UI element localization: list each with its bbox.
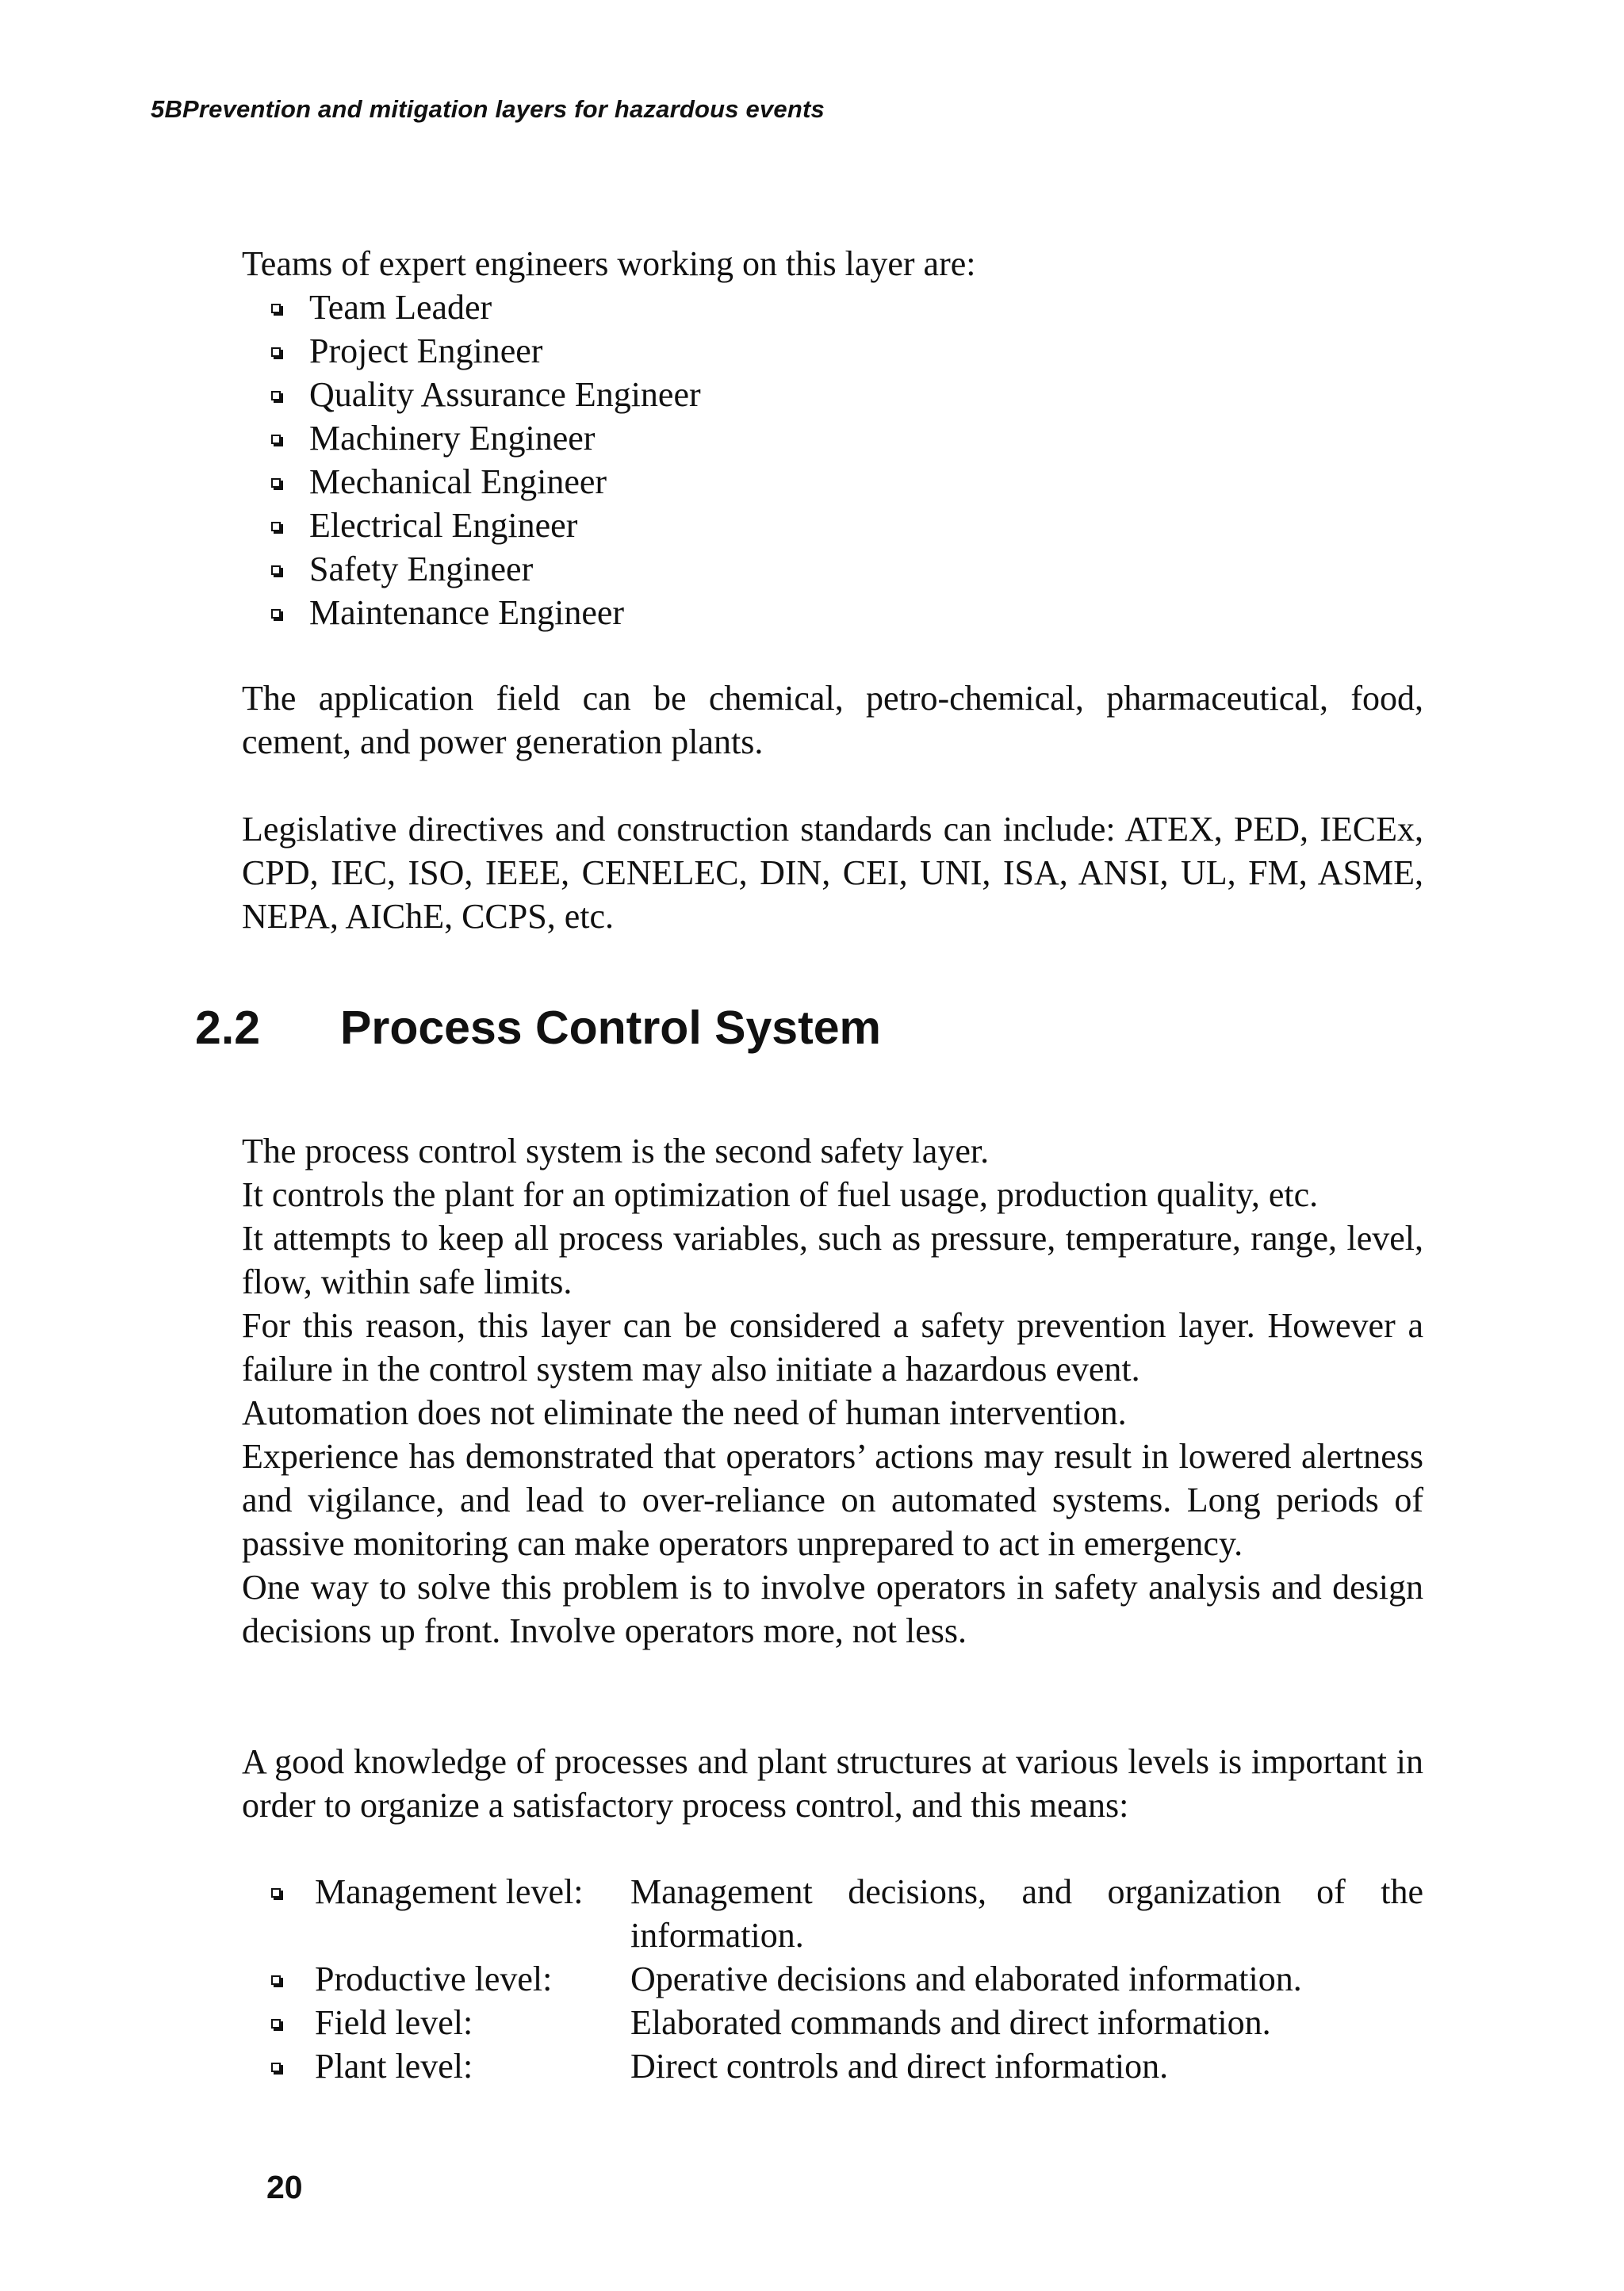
level-description: Elaborated commands and direct information.	[630, 2003, 1271, 2042]
list-item	[270, 416, 701, 460]
paragraph-line: It controls the plant for an optimization of fuel usage, production quality, etc.	[242, 1175, 1319, 1214]
list-item	[270, 373, 701, 416]
square-bullet-icon	[271, 565, 281, 575]
paragraph-line: The process control system is the second safety layer.	[242, 1132, 990, 1170]
level-description: Direct controls and direct information.	[630, 2047, 1169, 2086]
level-name: Productive level:	[315, 1960, 553, 1998]
square-bullet-icon	[271, 304, 281, 313]
process-control-paragraph	[242, 1129, 1423, 1653]
paragraph-line: Experience has demonstrated that operators’ actions may result in lowered alertness and vigilance, and lead to over-reliance on automated systems. Long periods of passive monitoring can make operators unprepared to act in emergency.	[242, 1437, 1423, 1563]
engineers-intro: Teams of expert engineers working on this layer are:	[242, 244, 976, 283]
level-description: Management decisions, and organization of the information.	[630, 1872, 1423, 1955]
square-bullet-icon	[271, 435, 281, 444]
square-bullet-icon	[271, 391, 281, 400]
square-bullet-icon	[271, 609, 281, 619]
paragraph-line: For this reason, this layer can be considered a safety prevention layer. However a failure in the control system may also initiate a hazardous event.	[242, 1306, 1423, 1389]
square-bullet-icon	[271, 347, 281, 357]
square-bullet-icon	[271, 478, 281, 488]
list-item	[270, 1870, 1423, 1957]
levels-list	[270, 1870, 1423, 2088]
paragraph-line: It attempts to keep all process variables, such as pressure, temperature, range, level, flow, within safe limits.	[242, 1219, 1423, 1301]
square-bullet-icon	[271, 1888, 281, 1898]
square-bullet-icon	[271, 522, 281, 531]
knowledge-paragraph: A good knowledge of processes and plant structures at various levels is important in order to organize a satisfactory process control, and this means:	[242, 1742, 1423, 1825]
level-name: Plant level:	[315, 2047, 473, 2086]
list-item-label: Mechanical Engineer	[309, 462, 607, 501]
list-item	[270, 1957, 1423, 2001]
legislative-paragraph: Legislative directives and construction standards can include: ATEX, PED, IECEx, CPD, IEC, ISO, IEEE, CENELEC, DIN, CEI, UNI, ISA, ANSI, UL, FM, ASME, NEPA, AIChE, CCPS, etc.	[242, 810, 1423, 936]
list-item-label: Maintenance Engineer	[309, 593, 625, 632]
list-item-label: Electrical Engineer	[309, 506, 578, 545]
section-title: Process Control System	[340, 1002, 882, 1054]
application-field-paragraph: The application field can be chemical, petro-chemical, pharmaceutical, food, cement, and power generation plants.	[242, 679, 1423, 761]
engineer-list	[270, 285, 701, 634]
level-name: Field level:	[315, 2003, 473, 2042]
list-item	[270, 285, 701, 329]
square-bullet-icon	[271, 2063, 281, 2072]
list-item	[270, 504, 701, 547]
level-description: Operative decisions and elaborated information.	[630, 1960, 1302, 1998]
paragraph-line: Automation does not eliminate the need of human intervention.	[242, 1393, 1127, 1432]
level-name: Management level:	[315, 1872, 584, 1911]
section-heading	[195, 1001, 881, 1055]
list-item-label: Quality Assurance Engineer	[309, 375, 701, 414]
list-item	[270, 2044, 1423, 2088]
list-item	[270, 329, 701, 373]
list-item-label: Safety Engineer	[309, 550, 534, 588]
running-header: 5BPrevention and mitigation layers for hazardous events	[151, 95, 825, 123]
square-bullet-icon	[271, 2019, 281, 2029]
list-item	[270, 2001, 1423, 2044]
list-item	[270, 591, 701, 634]
list-item	[270, 547, 701, 591]
list-item-label: Machinery Engineer	[309, 419, 596, 458]
list-item-label: Team Leader	[309, 288, 492, 327]
paragraph-line: One way to solve this problem is to involve operators in safety analysis and design decisions up front. Involve operators more, not less.	[242, 1568, 1423, 1650]
list-item-label: Project Engineer	[309, 331, 543, 370]
list-item	[270, 460, 701, 504]
page-number: 20	[266, 2169, 303, 2205]
section-number: 2.2	[195, 1002, 261, 1054]
square-bullet-icon	[271, 1975, 281, 1985]
